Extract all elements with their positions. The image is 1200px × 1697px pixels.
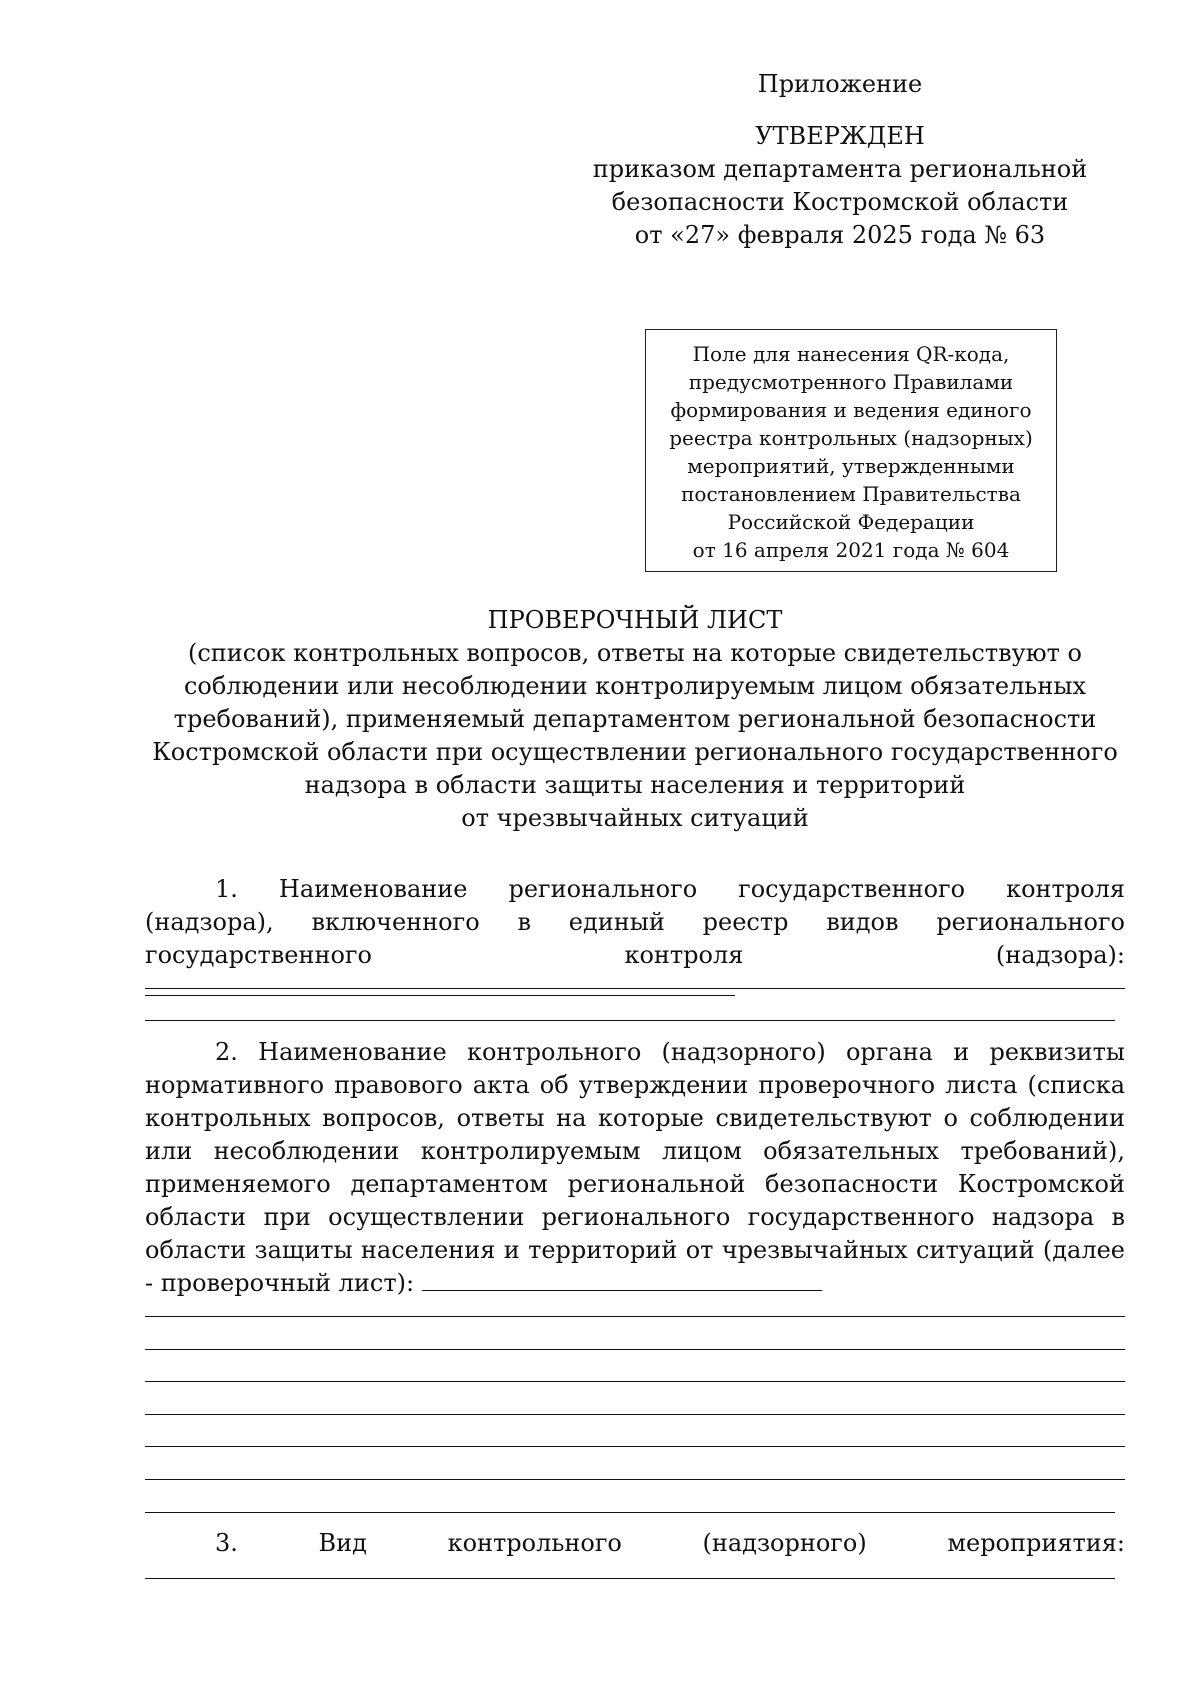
- qr-box-line: формирования и ведения единого: [670, 398, 1032, 422]
- qr-box-line: от 16 апреля 2021 года № 604: [692, 538, 1010, 562]
- qr-box-line: Поле для нанесения QR-кода,: [692, 342, 1010, 366]
- item-3-text: 3. Вид контрольного (надзорного) мероприятия:: [215, 1529, 1125, 1557]
- approval-stamp: [560, 68, 1120, 252]
- fill-line[interactable]: [145, 1512, 1115, 1513]
- fill-line[interactable]: [145, 1381, 1125, 1382]
- approval-order-line-2: безопасности Костромской области: [611, 188, 1069, 216]
- fill-line[interactable]: [145, 1020, 1115, 1021]
- fill-line[interactable]: [145, 1578, 1115, 1579]
- fill-line[interactable]: [145, 1349, 1125, 1350]
- title-line: надзора в области защиты населения и территорий: [304, 771, 966, 799]
- item-2: [145, 1036, 1125, 1300]
- document-title: [145, 604, 1125, 835]
- title-line: Костромской области при осуществлении регионального государственного: [152, 738, 1118, 766]
- item-2-fill-line[interactable]: [422, 1268, 822, 1291]
- fill-line[interactable]: [145, 1479, 1125, 1480]
- title-heading: ПРОВЕРОЧНЫЙ ЛИСТ: [487, 606, 783, 634]
- item-1: [145, 873, 1125, 1005]
- qr-box-line: постановлением Правительства: [681, 482, 1021, 506]
- title-line: от чрезвычайных ситуаций: [461, 804, 809, 832]
- qr-box-line: предусмотренного Правилами: [688, 370, 1014, 394]
- fill-line[interactable]: [145, 1446, 1125, 1447]
- title-line: требований), применяемый департаментом региональной безопасности: [173, 705, 1097, 733]
- qr-box-line: реестра контрольных (надзорных): [669, 426, 1033, 450]
- fill-line[interactable]: [145, 988, 1125, 989]
- approval-order-line-3: от «27» февраля 2025 года № 63: [634, 221, 1046, 249]
- item-2-text: 2. Наименование контрольного (надзорного) органа и реквизиты нормативного правового акта об утверждении проверочного листа (списка контрольных вопросов, ответы на которые свидетельствуют о соблюдении или несоблюдении контролируемым лицом обязательных требований), применяемого департаментом региональной безопасности Костромской области при осуществлении регионального государственного надзора в области защиты населения и территорий от чрезвычайных ситуаций (далее - проверочный лист):: [145, 1038, 1125, 1297]
- title-line: (список контрольных вопросов, ответы на которые свидетельствуют о: [187, 639, 1083, 667]
- qr-box-line: мероприятий, утвержденными: [687, 454, 1015, 478]
- approved-label: УТВЕРЖДЕН: [755, 122, 925, 150]
- qr-box-line: Российской Федерации: [727, 510, 975, 534]
- item-3: [145, 1527, 1125, 1560]
- qr-code-field: [645, 329, 1057, 572]
- title-line: соблюдении или несоблюдении контролируемым лицом обязательных: [183, 672, 1087, 700]
- fill-line[interactable]: [145, 1414, 1125, 1415]
- item-1-text: 1. Наименование регионального государственного контроля (надзора), включенного в единый реестр видов регионального государственного контроля (надзора):: [145, 875, 1125, 969]
- annex-label: Приложение: [757, 70, 923, 98]
- item-1-fill-line[interactable]: [145, 973, 735, 996]
- approval-order-line-1: приказом департамента региональной: [592, 155, 1088, 183]
- fill-line[interactable]: [145, 1316, 1125, 1317]
